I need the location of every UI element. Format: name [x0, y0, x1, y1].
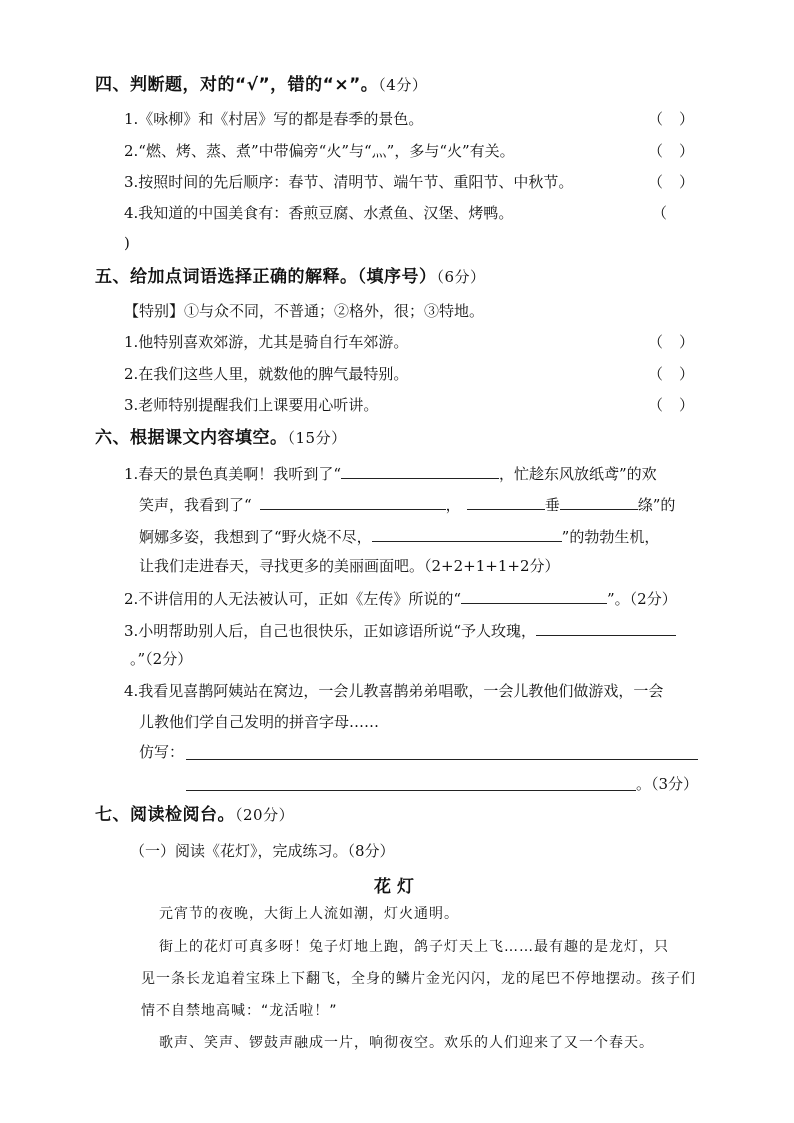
s6-q3-line2: 。”（2分）	[130, 650, 193, 668]
s6-q1-blank-4[interactable]	[560, 493, 638, 510]
s6-q1-blank-3[interactable]	[467, 493, 545, 510]
section-5-points: （6分）	[436, 268, 486, 286]
s6-q1-text: 绦”的	[637, 496, 676, 514]
s4-answer-4-close[interactable]: )	[124, 234, 130, 252]
paren-close: ）	[678, 365, 694, 383]
reading-title: 花灯	[374, 877, 420, 897]
reading-paragraph-3: 歌声、笑声、锣鼓声融成一片，响彻夜空。欢乐的人们迎来了又一个春天。	[159, 1035, 654, 1051]
s6-q4-answer-line-1[interactable]	[186, 759, 698, 760]
section-4-heading	[95, 75, 427, 95]
paren-open: （	[648, 396, 664, 414]
paren-open: （	[648, 110, 664, 128]
s6-q1-text: ”的勃勃生机，	[561, 528, 660, 546]
s6-q2-text: ”。（2分）	[606, 590, 677, 608]
s6-q1-blank-5[interactable]	[372, 525, 562, 542]
s6-q4-line2: 儿教他们学自己发明的拼音字母……	[139, 713, 380, 731]
s6-q4-line1: 4.我看见喜鹊阿姨站在窝边，一会儿教喜鹊弟弟唱歌，一会儿教他们做游戏，一会	[124, 682, 664, 700]
s6-q1-blank-1[interactable]	[341, 462, 499, 479]
paren-open: （	[648, 333, 664, 351]
s6-q1-line3	[139, 525, 659, 547]
s5-definition: 【特别】①与众不同，不普通；②格外，很；③特地。	[124, 302, 485, 320]
paren-close: ）	[678, 396, 694, 414]
reading-paragraph-1: 元宵节的夜晚，大街上人流如潮，灯火通明。	[159, 906, 459, 922]
s6-q3-line1	[124, 619, 676, 641]
s6-q4-imitate-label: 仿写：	[139, 743, 185, 761]
s5-answer-1[interactable]	[648, 332, 694, 352]
section-6-title: 六、根据课文内容填空。	[95, 428, 288, 448]
section-5-heading	[95, 267, 486, 287]
s6-q2-text: 2.不讲信用的人无法被认可，正如《左传》所说的“	[124, 590, 461, 608]
s6-q1-blank-2[interactable]	[260, 493, 446, 510]
reading-paragraph-2-line3: 情不自禁地高喊：“龙活啦！”	[141, 1003, 338, 1019]
s6-q1-text: ，忙趁东风放纸鸢”的欢	[498, 465, 657, 483]
paren-close: ）	[678, 110, 694, 128]
section-7-title: 七、阅读检阅台。	[95, 805, 235, 825]
s6-q1-text: 笑声，我看到了“	[139, 496, 252, 514]
s4-answer-2[interactable]	[648, 141, 694, 161]
s6-q2-blank[interactable]	[461, 587, 607, 604]
s6-q1-text: 垂	[544, 496, 560, 514]
s5-answer-2[interactable]	[648, 364, 694, 384]
s4-item-1: 1.《咏柳》和《村居》写的都是春季的景色。	[124, 110, 424, 128]
s4-answer-1[interactable]	[648, 109, 694, 129]
s6-q1-text: 1.春天的景色真美啊！我听到了“	[124, 465, 341, 483]
s4-item-4: 4.我知道的中国美食有：香煎豆腐、水煮鱼、汉堡、烤鸭。	[124, 204, 514, 222]
s6-q4-points: 。（3分）	[636, 775, 699, 793]
s6-q4-answer-line-2[interactable]	[186, 790, 636, 791]
s6-q1-line2	[139, 493, 675, 515]
paren-open: （	[648, 365, 664, 383]
paren-open: （	[648, 142, 664, 160]
s7-subsection: （一）阅读《花灯》，完成练习。（8分）	[130, 842, 395, 860]
section-7-heading	[95, 805, 294, 825]
s6-q1-text: ，	[445, 496, 461, 514]
s5-item-3: 3.老师特别提醒我们上课要用心听讲。	[124, 396, 379, 414]
s6-q3-blank[interactable]	[536, 619, 676, 636]
s4-answer-4-open[interactable]: （	[652, 204, 668, 222]
s4-answer-3[interactable]	[648, 172, 694, 192]
s6-q1-text: 婀娜多姿，我想到了“野火烧不尽，	[139, 528, 372, 546]
s6-q3-text: 3.小明帮助别人后，自己也很快乐，正如谚语所说“予人玫瑰，	[124, 622, 536, 640]
section-5-title: 五、给加点词语选择正确的解释。（填序号）	[95, 267, 437, 287]
s4-item-3: 3.按照时间的先后顺序：春节、清明节、端午节、重阳节、中秋节。	[124, 173, 574, 191]
section-6-points: （15分）	[287, 429, 347, 447]
section-6-heading	[95, 428, 347, 448]
s6-q2	[124, 587, 677, 609]
paren-close: ）	[678, 173, 694, 191]
paren-open: （	[648, 173, 664, 191]
section-7-points: （20分）	[235, 806, 295, 824]
reading-paragraph-2-line2: 见一条长龙追着宝珠上下翻飞，全身的鳞片金光闪闪，龙的尾巴不停地摆动。孩子们	[141, 971, 696, 987]
paren-close: ）	[678, 333, 694, 351]
s4-item-2: 2.“燃、烤、蒸、煮”中带偏旁“火”与“灬”，多与“火”有关。	[124, 142, 515, 160]
s5-item-1: 1.他特别喜欢郊游，尤其是骑自行车郊游。	[124, 333, 409, 351]
reading-paragraph-2-line1: 街上的花灯可真多呀！兔子灯地上跑，鸽子灯天上飞……最有趣的是龙灯，只	[159, 939, 669, 955]
s5-answer-3[interactable]	[648, 395, 694, 415]
s6-q1-line1	[124, 462, 657, 484]
s5-item-2: 2.在我们这些人里，就数他的脾气最特别。	[124, 365, 409, 383]
paren-close: ）	[678, 142, 694, 160]
section-4-title: 四、判断题，对的“√”，错的“×”。	[95, 75, 379, 95]
section-4-points: （4分）	[378, 76, 428, 94]
s6-q1-line4: 让我们走进春天，寻找更多的美丽画面吧。（2+2+1+1+2分）	[139, 557, 560, 575]
